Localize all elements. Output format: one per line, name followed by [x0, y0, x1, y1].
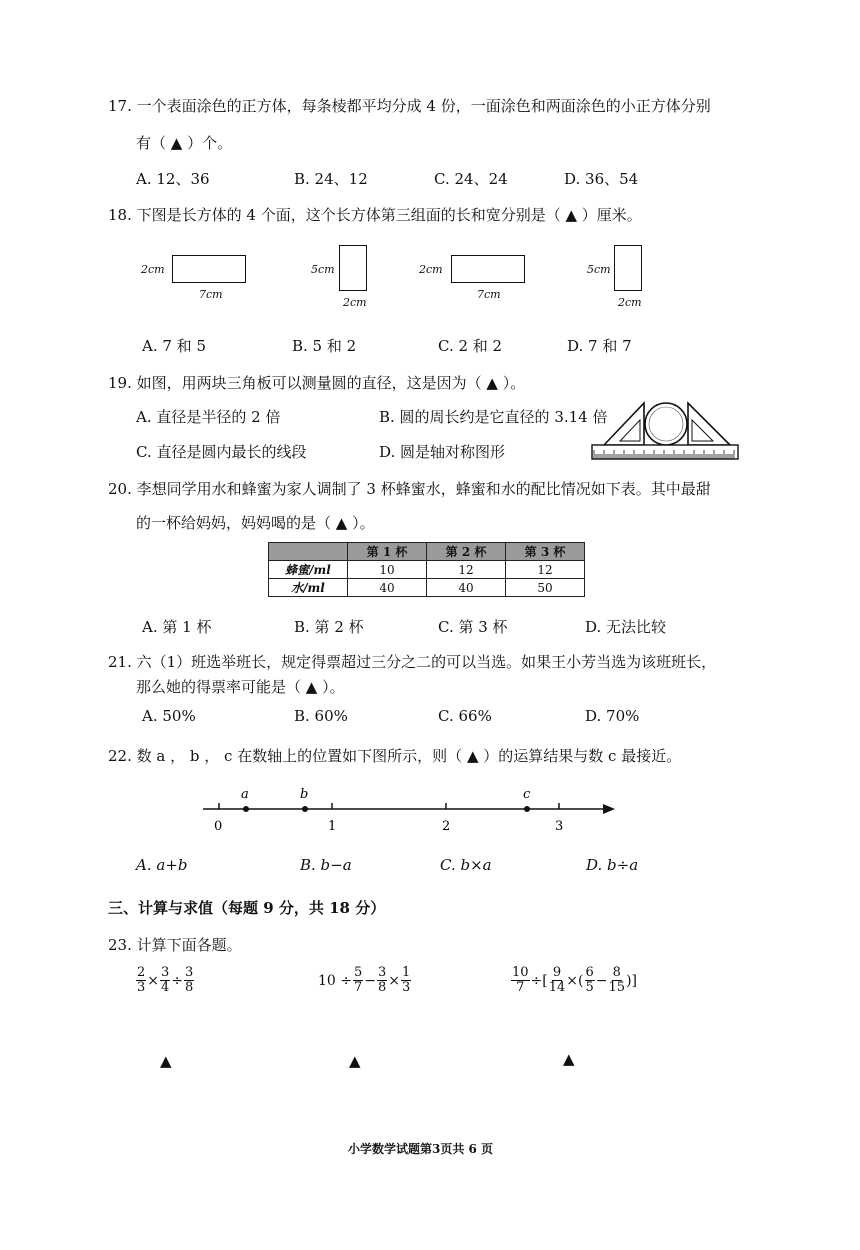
q23-expression-3 — [510, 966, 637, 995]
q18-stem: 18. 下图是长方体的 4 个面，这个长方体第三组面的长和宽分别是（ ▲ ）厘米。 — [108, 206, 642, 224]
q23-expression-2 — [318, 966, 412, 995]
table-cell: 蜂蜜/ml — [269, 561, 348, 579]
table-cell: 40 — [348, 579, 427, 597]
face-side-label: 5cm — [587, 263, 611, 276]
q17-option-c: C. 24、24 — [434, 170, 508, 188]
q19-stem: 19. 如图，用两块三角板可以测量圆的直径，这是因为（ ▲ ）。 — [108, 374, 526, 392]
face-bottom-label: 2cm — [343, 296, 367, 309]
face-rect — [172, 255, 246, 283]
q23-stem: 23. 计算下面各题。 — [108, 936, 242, 954]
table-cell: 12 — [506, 561, 585, 579]
fraction: $\frac{3}{8}$ — [378, 965, 387, 995]
table-header-cell: 第 1 杯 — [348, 543, 427, 561]
face-rect — [451, 255, 525, 283]
point-label-c: c — [523, 787, 531, 802]
section-heading: 三、计算与求值（每题 9 分，共 18 分） — [108, 899, 386, 917]
table-header-cell — [269, 543, 348, 561]
answer-mark: ▲ — [563, 1050, 575, 1068]
q20-option-c: C. 第 3 杯 — [438, 618, 508, 636]
answer-mark: ▲ — [349, 1052, 361, 1070]
point-label-b: b — [300, 787, 309, 802]
table-cell: 12 — [427, 561, 506, 579]
operator: × — [147, 972, 160, 989]
honey-water-table — [268, 542, 585, 597]
q18-option-b: B. 5 和 2 — [292, 337, 357, 355]
tick-label: 2 — [442, 819, 451, 834]
operator: − — [364, 972, 377, 989]
table-header-cell: 第 2 杯 — [427, 543, 506, 561]
operator: × — [388, 972, 401, 989]
operator: ÷ — [171, 972, 184, 989]
fraction: $\frac{6}{5}$ — [585, 965, 594, 995]
q22-option-a: A. a+b — [136, 856, 188, 874]
table-header-row — [269, 543, 585, 561]
table-row — [269, 579, 585, 597]
q17-option-a: A. 12、36 — [136, 170, 210, 188]
q20-stem-line1: 20. 李想同学用水和蜂蜜为家人调制了 3 杯蜂蜜水，蜂蜜和水的配比情况如下表。其中最甜 — [108, 480, 711, 498]
q18-option-d: D. 7 和 7 — [567, 337, 632, 355]
fraction: $\frac{9}{14}$ — [548, 965, 566, 995]
q17-stem-line1: 17. 一个表面涂色的正方体，每条棱都平均分成 4 份，一面涂色和两面涂色的小正方体分别 — [108, 97, 711, 115]
face-side-label: 2cm — [419, 263, 443, 276]
q18-option-a: A. 7 和 5 — [142, 337, 206, 355]
q19-option-b: B. 圆的周长约是它直径的 3.14 倍 — [379, 408, 608, 426]
q17-stem-line2: 有（ ▲ ）个。 — [136, 134, 233, 152]
q17-option-b: B. 24、12 — [294, 170, 368, 188]
q22-option-c: C. b×a — [440, 856, 492, 874]
q20-option-d: D. 无法比较 — [585, 618, 667, 636]
q17-option-d: D. 36、54 — [564, 170, 639, 188]
operator: − — [595, 972, 608, 989]
q21-stem-line2: 那么她的得票率可能是（ ▲ ）。 — [136, 678, 345, 696]
tick-label: 3 — [555, 819, 564, 834]
q21-option-b: B. 60% — [294, 707, 348, 725]
page-footer: 小学数学试题第3页共 6 页 — [348, 1142, 494, 1156]
fraction: $\frac{2}{3}$ — [137, 965, 146, 995]
triangle-ruler-circle-figure — [590, 398, 740, 468]
fraction: $\frac{10}{7}$ — [512, 965, 529, 995]
fraction: $\frac{1}{3}$ — [402, 965, 411, 995]
operator: )] — [626, 972, 637, 989]
q20-option-b: B. 第 2 杯 — [294, 618, 364, 636]
leading-term: 10 ÷ — [318, 972, 352, 989]
fraction: $\frac{3}{4}$ — [161, 965, 170, 995]
table-cell: 水/ml — [269, 579, 348, 597]
q21-option-a: A. 50% — [142, 707, 196, 725]
q19-option-a: A. 直径是半径的 2 倍 — [136, 408, 281, 426]
fraction: $\frac{3}{8}$ — [185, 965, 194, 995]
operator: ÷[ — [530, 972, 548, 989]
table-header-cell: 第 3 杯 — [506, 543, 585, 561]
face-side-label: 2cm — [141, 263, 165, 276]
fraction: $\frac{5}{7}$ — [354, 965, 363, 995]
face-bottom-label: 7cm — [477, 288, 501, 301]
q23-expression-1 — [135, 966, 195, 995]
table-cell: 10 — [348, 561, 427, 579]
q22-stem: 22. 数 a ， b ， c 在数轴上的位置如下图所示，则（ ▲ ）的运算结果与数 c 最接近。 — [108, 747, 682, 765]
face-rect — [339, 245, 367, 291]
operator: ×( — [566, 972, 584, 989]
face-bottom-label: 2cm — [618, 296, 642, 309]
q19-option-c: C. 直径是圆内最长的线段 — [136, 443, 307, 461]
q21-stem-line1: 21. 六（1）班选举班长，规定得票超过三分之二的可以当选。如果王小芳当选为该班班长， — [108, 653, 717, 671]
q22-option-b: B. b−a — [300, 856, 352, 874]
q21-option-d: D. 70% — [585, 707, 640, 725]
table-cell: 50 — [506, 579, 585, 597]
q20-stem-line2: 的一杯给妈妈，妈妈喝的是（ ▲ ）。 — [136, 514, 375, 532]
point-label-a: a — [241, 787, 249, 802]
q22-option-d: D. b÷a — [586, 856, 639, 874]
tick-label: 1 — [328, 819, 337, 834]
q18-option-c: C. 2 和 2 — [438, 337, 503, 355]
q19-option-d: D. 圆是轴对称图形 — [379, 443, 506, 461]
tick-label: 0 — [214, 819, 223, 834]
face-side-label: 5cm — [311, 263, 335, 276]
fraction: $\frac{8}{15}$ — [608, 965, 626, 995]
number-line — [195, 782, 625, 838]
table-row — [269, 561, 585, 579]
q21-option-c: C. 66% — [438, 707, 492, 725]
answer-mark: ▲ — [160, 1052, 172, 1070]
face-bottom-label: 7cm — [199, 288, 223, 301]
face-rect — [614, 245, 642, 291]
q20-option-a: A. 第 1 杯 — [142, 618, 212, 636]
table-cell: 40 — [427, 579, 506, 597]
